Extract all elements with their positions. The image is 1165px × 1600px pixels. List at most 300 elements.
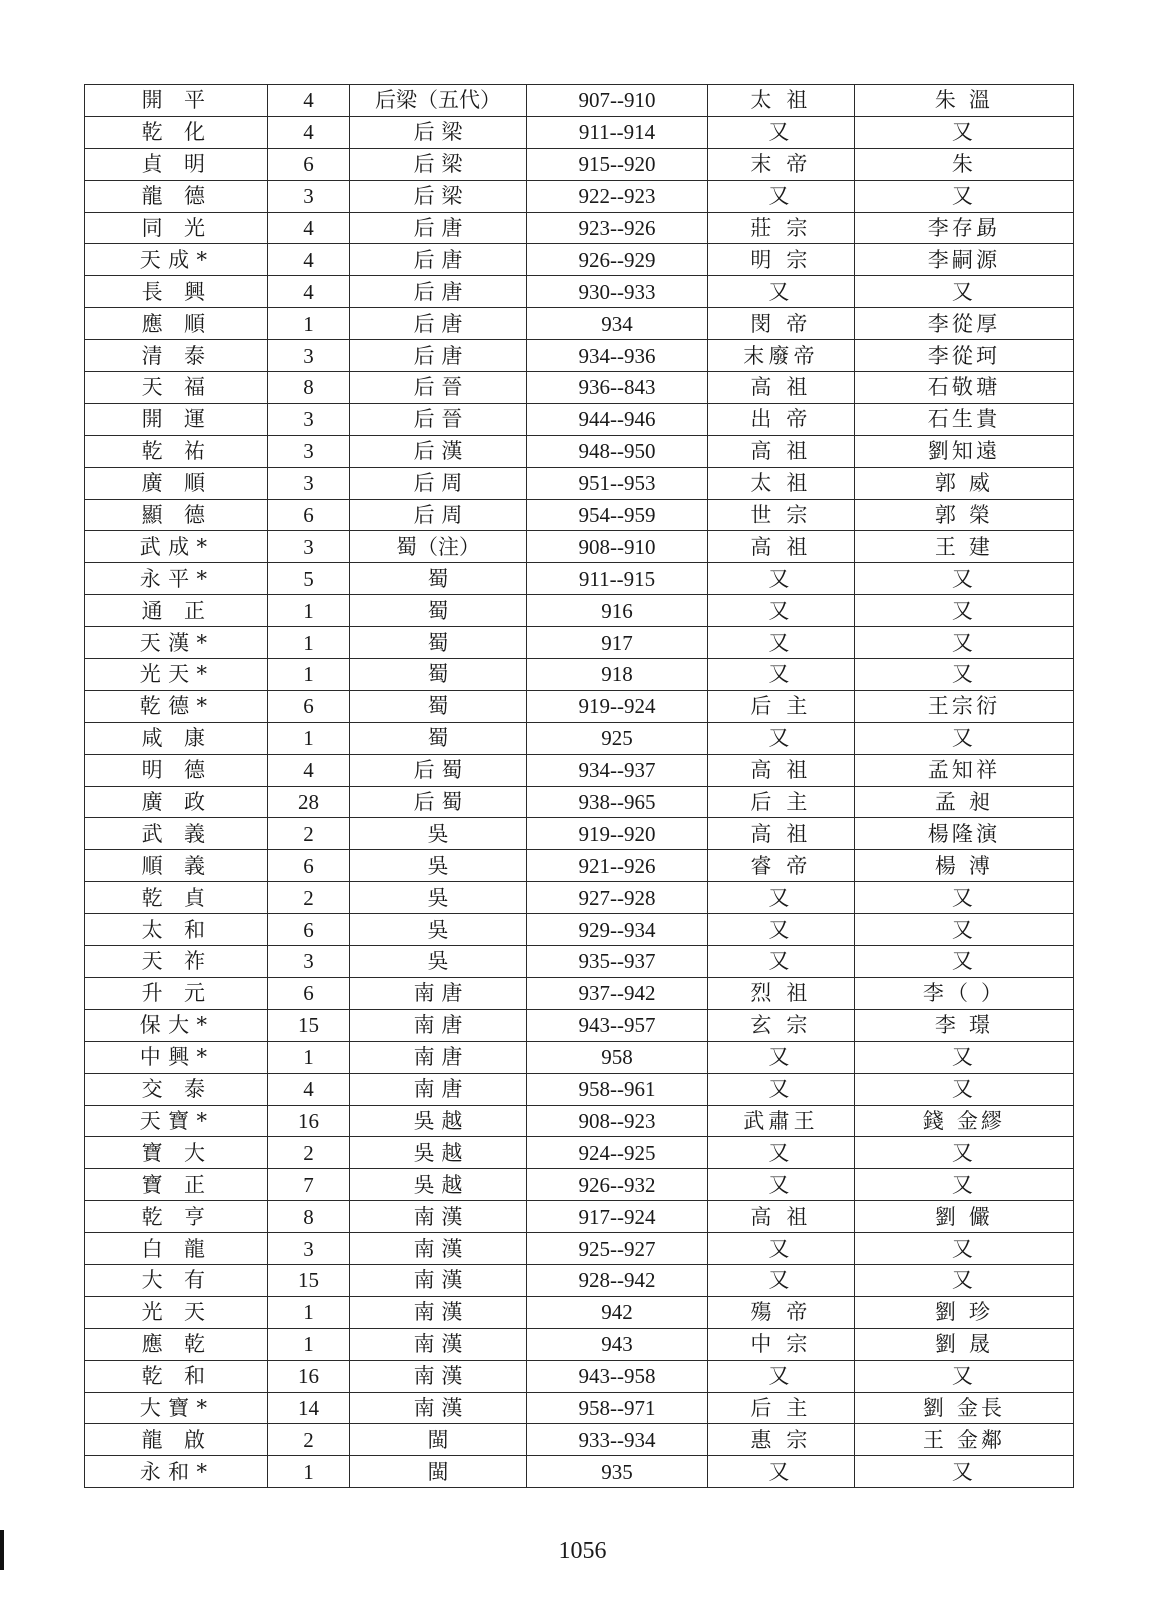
era-name-cell: 永平*	[85, 563, 268, 595]
temple-name-cell: 又	[708, 1264, 855, 1296]
year-count-cell: 4	[268, 116, 350, 148]
table-row	[85, 850, 1074, 882]
table-row	[85, 946, 1074, 978]
year-range-cell: 907--910	[527, 85, 708, 117]
dynasty-cell: 南 漢	[350, 1296, 527, 1328]
temple-name-cell: 太 祖	[708, 85, 855, 117]
year-count-cell: 16	[268, 1360, 350, 1392]
table-row	[85, 1424, 1074, 1456]
era-name-cell: 光 天	[85, 1296, 268, 1328]
ruler-name-cell: 又	[855, 722, 1074, 754]
dynasty-cell: 蜀	[350, 563, 527, 595]
dynasty-cell: 蜀	[350, 722, 527, 754]
era-name-cell: 應 順	[85, 308, 268, 340]
era-name-cell: 天漢*	[85, 627, 268, 659]
year-count-cell: 3	[268, 531, 350, 563]
year-count-cell: 1	[268, 1041, 350, 1073]
era-name-cell: 武 義	[85, 818, 268, 850]
table-row	[85, 914, 1074, 946]
temple-name-cell: 又	[708, 116, 855, 148]
temple-name-cell: 又	[708, 276, 855, 308]
year-count-cell: 2	[268, 1137, 350, 1169]
temple-name-cell: 又	[708, 722, 855, 754]
ruler-name-cell: 楊 溥	[855, 850, 1074, 882]
table-row	[85, 659, 1074, 691]
temple-name-cell: 末廢帝	[708, 340, 855, 372]
era-name-cell: 乾 祐	[85, 435, 268, 467]
dynasty-cell: 南 漢	[350, 1392, 527, 1424]
temple-name-cell: 又	[708, 946, 855, 978]
year-range-cell: 935	[527, 1456, 708, 1488]
era-name-cell: 武成*	[85, 531, 268, 563]
dynasty-cell: 南 唐	[350, 977, 527, 1009]
temple-name-cell: 又	[708, 563, 855, 595]
year-range-cell: 925	[527, 722, 708, 754]
era-name-cell: 白 龍	[85, 1233, 268, 1265]
dynasty-cell: 南 漢	[350, 1233, 527, 1265]
era-name-cell: 太 和	[85, 914, 268, 946]
ruler-name-cell: 孟知祥	[855, 754, 1074, 786]
year-range-cell: 938--965	[527, 786, 708, 818]
dynasty-cell: 后 唐	[350, 212, 527, 244]
ruler-name-cell: 劉 儼	[855, 1201, 1074, 1233]
year-count-cell: 7	[268, 1169, 350, 1201]
table-row	[85, 372, 1074, 404]
year-range-cell: 911--915	[527, 563, 708, 595]
year-count-cell: 4	[268, 244, 350, 276]
year-count-cell: 15	[268, 1009, 350, 1041]
temple-name-cell: 又	[708, 1137, 855, 1169]
table-body	[85, 85, 1074, 1488]
temple-name-cell: 睿 帝	[708, 850, 855, 882]
year-range-cell: 924--925	[527, 1137, 708, 1169]
ruler-name-cell: 李（ ）	[855, 977, 1074, 1009]
year-count-cell: 8	[268, 1201, 350, 1233]
year-range-cell: 935--937	[527, 946, 708, 978]
year-range-cell: 933--934	[527, 1424, 708, 1456]
era-name-cell: 顯 德	[85, 499, 268, 531]
dynasty-cell: 南 唐	[350, 1041, 527, 1073]
year-range-cell: 942	[527, 1296, 708, 1328]
year-range-cell: 908--923	[527, 1105, 708, 1137]
temple-name-cell: 殤 帝	[708, 1296, 855, 1328]
temple-name-cell: 又	[708, 1233, 855, 1265]
dynasty-cell: 蜀	[350, 627, 527, 659]
table-row	[85, 1233, 1074, 1265]
era-name-cell: 天 福	[85, 372, 268, 404]
temple-name-cell: 又	[708, 1456, 855, 1488]
year-range-cell: 919--924	[527, 690, 708, 722]
era-name-cell: 貞 明	[85, 148, 268, 180]
temple-name-cell: 又	[708, 180, 855, 212]
year-count-cell: 4	[268, 85, 350, 117]
temple-name-cell: 高 祖	[708, 372, 855, 404]
temple-name-cell: 又	[708, 627, 855, 659]
era-name-cell: 順 義	[85, 850, 268, 882]
temple-name-cell: 惠 宗	[708, 1424, 855, 1456]
year-range-cell: 943	[527, 1328, 708, 1360]
temple-name-cell: 中 宗	[708, 1328, 855, 1360]
year-range-cell: 921--926	[527, 850, 708, 882]
dynasty-cell: 后 梁	[350, 148, 527, 180]
dynasty-cell: 后 蜀	[350, 754, 527, 786]
year-range-cell: 927--928	[527, 882, 708, 914]
ruler-name-cell: 郭 威	[855, 467, 1074, 499]
temple-name-cell: 武肅王	[708, 1105, 855, 1137]
year-range-cell: 929--934	[527, 914, 708, 946]
era-name-cell: 長 興	[85, 276, 268, 308]
ruler-name-cell: 又	[855, 180, 1074, 212]
era-name-cell: 明 德	[85, 754, 268, 786]
table-row	[85, 244, 1074, 276]
year-count-cell: 6	[268, 914, 350, 946]
temple-name-cell: 閔 帝	[708, 308, 855, 340]
ruler-name-cell: 又	[855, 946, 1074, 978]
temple-name-cell: 高 祖	[708, 754, 855, 786]
ruler-name-cell: 又	[855, 116, 1074, 148]
year-count-cell: 1	[268, 308, 350, 340]
era-name-cell: 升 元	[85, 977, 268, 1009]
era-name-cell: 開 運	[85, 403, 268, 435]
year-count-cell: 4	[268, 212, 350, 244]
year-count-cell: 1	[268, 1296, 350, 1328]
ruler-name-cell: 孟 昶	[855, 786, 1074, 818]
dynasty-cell: 吳	[350, 946, 527, 978]
era-name-cell: 寶 大	[85, 1137, 268, 1169]
year-range-cell: 918	[527, 659, 708, 691]
year-range-cell: 951--953	[527, 467, 708, 499]
era-name-cell: 同 光	[85, 212, 268, 244]
ruler-name-cell: 王 建	[855, 531, 1074, 563]
table-row	[85, 531, 1074, 563]
ruler-name-cell: 又	[855, 1456, 1074, 1488]
year-count-cell: 2	[268, 882, 350, 914]
temple-name-cell: 后 主	[708, 690, 855, 722]
year-range-cell: 934--936	[527, 340, 708, 372]
year-count-cell: 1	[268, 722, 350, 754]
year-range-cell: 943--958	[527, 1360, 708, 1392]
temple-name-cell: 高 祖	[708, 818, 855, 850]
table-row	[85, 722, 1074, 754]
era-name-cell: 龍 啟	[85, 1424, 268, 1456]
ruler-name-cell: 又	[855, 659, 1074, 691]
ruler-name-cell: 郭 榮	[855, 499, 1074, 531]
era-name-cell: 交 泰	[85, 1073, 268, 1105]
year-range-cell: 928--942	[527, 1264, 708, 1296]
year-count-cell: 4	[268, 1073, 350, 1105]
era-name-cell: 天寶*	[85, 1105, 268, 1137]
year-count-cell: 3	[268, 435, 350, 467]
year-count-cell: 3	[268, 467, 350, 499]
dynasty-cell: 吳	[350, 914, 527, 946]
table-row	[85, 1456, 1074, 1488]
table-row	[85, 403, 1074, 435]
era-name-cell: 咸 康	[85, 722, 268, 754]
dynasty-cell: 蜀（注）	[350, 531, 527, 563]
year-count-cell: 6	[268, 977, 350, 1009]
table-row	[85, 499, 1074, 531]
year-count-cell: 1	[268, 595, 350, 627]
era-name-cell: 通 正	[85, 595, 268, 627]
era-name-cell: 清 泰	[85, 340, 268, 372]
temple-name-cell: 莊 宗	[708, 212, 855, 244]
ruler-name-cell: 朱 溫	[855, 85, 1074, 117]
era-name-cell: 永和*	[85, 1456, 268, 1488]
year-range-cell: 926--932	[527, 1169, 708, 1201]
dynasty-cell: 后 晉	[350, 403, 527, 435]
ruler-name-cell: 李 璟	[855, 1009, 1074, 1041]
table-row	[85, 1264, 1074, 1296]
dynasty-cell: 蜀	[350, 659, 527, 691]
dynasty-cell: 吳	[350, 818, 527, 850]
year-count-cell: 2	[268, 1424, 350, 1456]
temple-name-cell: 烈 祖	[708, 977, 855, 1009]
era-name-cell: 天成*	[85, 244, 268, 276]
dynasty-cell: 閩	[350, 1456, 527, 1488]
year-count-cell: 3	[268, 946, 350, 978]
table-row	[85, 563, 1074, 595]
ruler-name-cell: 楊隆演	[855, 818, 1074, 850]
year-count-cell: 3	[268, 1233, 350, 1265]
temple-name-cell: 又	[708, 1073, 855, 1105]
year-count-cell: 3	[268, 180, 350, 212]
era-name-cell: 中興*	[85, 1041, 268, 1073]
table-row	[85, 754, 1074, 786]
year-count-cell: 6	[268, 499, 350, 531]
year-count-cell: 28	[268, 786, 350, 818]
page-number: 1056	[558, 1538, 607, 1564]
ruler-name-cell: 劉 珍	[855, 1296, 1074, 1328]
dynasty-cell: 后 唐	[350, 276, 527, 308]
ruler-name-cell: 又	[855, 1233, 1074, 1265]
ruler-name-cell: 又	[855, 627, 1074, 659]
dynasty-cell: 南 唐	[350, 1073, 527, 1105]
dynasty-cell: 蜀	[350, 595, 527, 627]
era-name-cell: 開 平	[85, 85, 268, 117]
year-range-cell: 915--920	[527, 148, 708, 180]
year-count-cell: 8	[268, 372, 350, 404]
year-range-cell: 958--971	[527, 1392, 708, 1424]
year-range-cell: 936--843	[527, 372, 708, 404]
dynasty-cell: 南 漢	[350, 1201, 527, 1233]
year-count-cell: 15	[268, 1264, 350, 1296]
year-range-cell: 930--933	[527, 276, 708, 308]
ruler-name-cell: 石敬瑭	[855, 372, 1074, 404]
dynasty-cell: 后 唐	[350, 308, 527, 340]
table-row	[85, 690, 1074, 722]
year-range-cell: 926--929	[527, 244, 708, 276]
table-row	[85, 85, 1074, 117]
year-count-cell: 2	[268, 818, 350, 850]
table-row	[85, 1009, 1074, 1041]
table-row	[85, 1392, 1074, 1424]
ruler-name-cell: 劉 晟	[855, 1328, 1074, 1360]
dynasty-cell: 吳	[350, 882, 527, 914]
table-row	[85, 212, 1074, 244]
year-range-cell: 917	[527, 627, 708, 659]
temple-name-cell: 玄 宗	[708, 1009, 855, 1041]
dynasty-cell: 后 蜀	[350, 786, 527, 818]
ruler-name-cell: 又	[855, 1360, 1074, 1392]
temple-name-cell: 明 宗	[708, 244, 855, 276]
year-count-cell: 1	[268, 627, 350, 659]
year-range-cell: 922--923	[527, 180, 708, 212]
year-count-cell: 6	[268, 148, 350, 180]
year-count-cell: 6	[268, 850, 350, 882]
dynasty-cell: 吳 越	[350, 1105, 527, 1137]
temple-name-cell: 又	[708, 659, 855, 691]
ruler-name-cell: 李從厚	[855, 308, 1074, 340]
temple-name-cell: 高 祖	[708, 531, 855, 563]
table-row	[85, 1328, 1074, 1360]
ruler-name-cell: 又	[855, 1264, 1074, 1296]
era-name-cell: 保大*	[85, 1009, 268, 1041]
temple-name-cell: 末 帝	[708, 148, 855, 180]
era-name-cell: 天 祚	[85, 946, 268, 978]
table-row	[85, 627, 1074, 659]
year-range-cell: 917--924	[527, 1201, 708, 1233]
era-name-cell: 乾 化	[85, 116, 268, 148]
dynasty-cell: 后 周	[350, 467, 527, 499]
year-count-cell: 4	[268, 276, 350, 308]
temple-name-cell: 又	[708, 1169, 855, 1201]
era-name-cell: 乾德*	[85, 690, 268, 722]
era-name-cell: 乾 貞	[85, 882, 268, 914]
ruler-name-cell: 又	[855, 563, 1074, 595]
ruler-name-cell: 又	[855, 1137, 1074, 1169]
ruler-name-cell: 又	[855, 276, 1074, 308]
year-range-cell: 937--942	[527, 977, 708, 1009]
table-row	[85, 308, 1074, 340]
year-range-cell: 954--959	[527, 499, 708, 531]
ruler-name-cell: 又	[855, 914, 1074, 946]
year-range-cell: 948--950	[527, 435, 708, 467]
dynasty-cell: 南 漢	[350, 1360, 527, 1392]
era-name-cell: 乾 和	[85, 1360, 268, 1392]
ruler-name-cell: 劉 金長	[855, 1392, 1074, 1424]
year-count-cell: 4	[268, 754, 350, 786]
era-name-cell: 寶 正	[85, 1169, 268, 1201]
dynasty-cell: 吳	[350, 850, 527, 882]
ruler-name-cell: 石生貴	[855, 403, 1074, 435]
table-row	[85, 882, 1074, 914]
temple-name-cell: 又	[708, 914, 855, 946]
year-range-cell: 958--961	[527, 1073, 708, 1105]
ruler-name-cell: 又	[855, 1169, 1074, 1201]
temple-name-cell: 后 主	[708, 1392, 855, 1424]
temple-name-cell: 又	[708, 882, 855, 914]
dynasty-cell: 后 周	[350, 499, 527, 531]
table-row	[85, 1041, 1074, 1073]
ruler-name-cell: 朱	[855, 148, 1074, 180]
ruler-name-cell: 又	[855, 882, 1074, 914]
year-count-cell: 3	[268, 340, 350, 372]
temple-name-cell: 又	[708, 1360, 855, 1392]
era-name-cell: 光天*	[85, 659, 268, 691]
ruler-name-cell: 王宗衍	[855, 690, 1074, 722]
table-row	[85, 977, 1074, 1009]
year-range-cell: 944--946	[527, 403, 708, 435]
dynasty-cell: 南 漢	[350, 1328, 527, 1360]
era-name-cell: 乾 亨	[85, 1201, 268, 1233]
year-count-cell: 16	[268, 1105, 350, 1137]
ruler-name-cell: 又	[855, 1041, 1074, 1073]
table-row	[85, 276, 1074, 308]
table-row	[85, 467, 1074, 499]
temple-name-cell: 后 主	[708, 786, 855, 818]
table-row	[85, 435, 1074, 467]
era-name-cell: 應 乾	[85, 1328, 268, 1360]
era-name-cell: 大 有	[85, 1264, 268, 1296]
ruler-name-cell: 李嗣源	[855, 244, 1074, 276]
dynasty-cell: 吳 越	[350, 1169, 527, 1201]
dynasty-cell: 閩	[350, 1424, 527, 1456]
year-range-cell: 916	[527, 595, 708, 627]
temple-name-cell: 太 祖	[708, 467, 855, 499]
dynasty-cell: 南 唐	[350, 1009, 527, 1041]
table-row	[85, 340, 1074, 372]
dynasty-cell: 后 晉	[350, 372, 527, 404]
year-count-cell: 6	[268, 690, 350, 722]
year-count-cell: 14	[268, 1392, 350, 1424]
era-name-cell: 廣 政	[85, 786, 268, 818]
year-count-cell: 3	[268, 403, 350, 435]
ruler-name-cell: 李存勗	[855, 212, 1074, 244]
table-row	[85, 1296, 1074, 1328]
table-row	[85, 1169, 1074, 1201]
year-range-cell: 925--927	[527, 1233, 708, 1265]
dynasty-cell: 南 漢	[350, 1264, 527, 1296]
year-count-cell: 1	[268, 659, 350, 691]
dynasty-cell: 蜀	[350, 690, 527, 722]
table-row	[85, 595, 1074, 627]
dynasty-cell: 后 梁	[350, 116, 527, 148]
table-row	[85, 818, 1074, 850]
temple-name-cell: 出 帝	[708, 403, 855, 435]
ruler-name-cell: 錢 金繆	[855, 1105, 1074, 1137]
table-row	[85, 1137, 1074, 1169]
era-name-cell: 廣 順	[85, 467, 268, 499]
dynasty-cell: 后 漢	[350, 435, 527, 467]
dynasty-cell: 后梁（五代）	[350, 85, 527, 117]
temple-name-cell: 又	[708, 1041, 855, 1073]
table-row	[85, 1073, 1074, 1105]
table-row	[85, 786, 1074, 818]
ruler-name-cell: 又	[855, 595, 1074, 627]
table-row	[85, 148, 1074, 180]
temple-name-cell: 高 祖	[708, 435, 855, 467]
dynasty-cell: 吳 越	[350, 1137, 527, 1169]
ruler-name-cell: 又	[855, 1073, 1074, 1105]
year-range-cell: 923--926	[527, 212, 708, 244]
ruler-name-cell: 劉知遠	[855, 435, 1074, 467]
table-row	[85, 1201, 1074, 1233]
temple-name-cell: 世 宗	[708, 499, 855, 531]
year-range-cell: 919--920	[527, 818, 708, 850]
year-range-cell: 934	[527, 308, 708, 340]
year-count-cell: 1	[268, 1456, 350, 1488]
table-row	[85, 116, 1074, 148]
dynasty-cell: 后 唐	[350, 340, 527, 372]
ruler-name-cell: 李從珂	[855, 340, 1074, 372]
temple-name-cell: 又	[708, 595, 855, 627]
dynasty-cell: 后 梁	[350, 180, 527, 212]
year-range-cell: 908--910	[527, 531, 708, 563]
year-range-cell: 911--914	[527, 116, 708, 148]
year-range-cell: 934--937	[527, 754, 708, 786]
ruler-name-cell: 王 金鄰	[855, 1424, 1074, 1456]
temple-name-cell: 高 祖	[708, 1201, 855, 1233]
